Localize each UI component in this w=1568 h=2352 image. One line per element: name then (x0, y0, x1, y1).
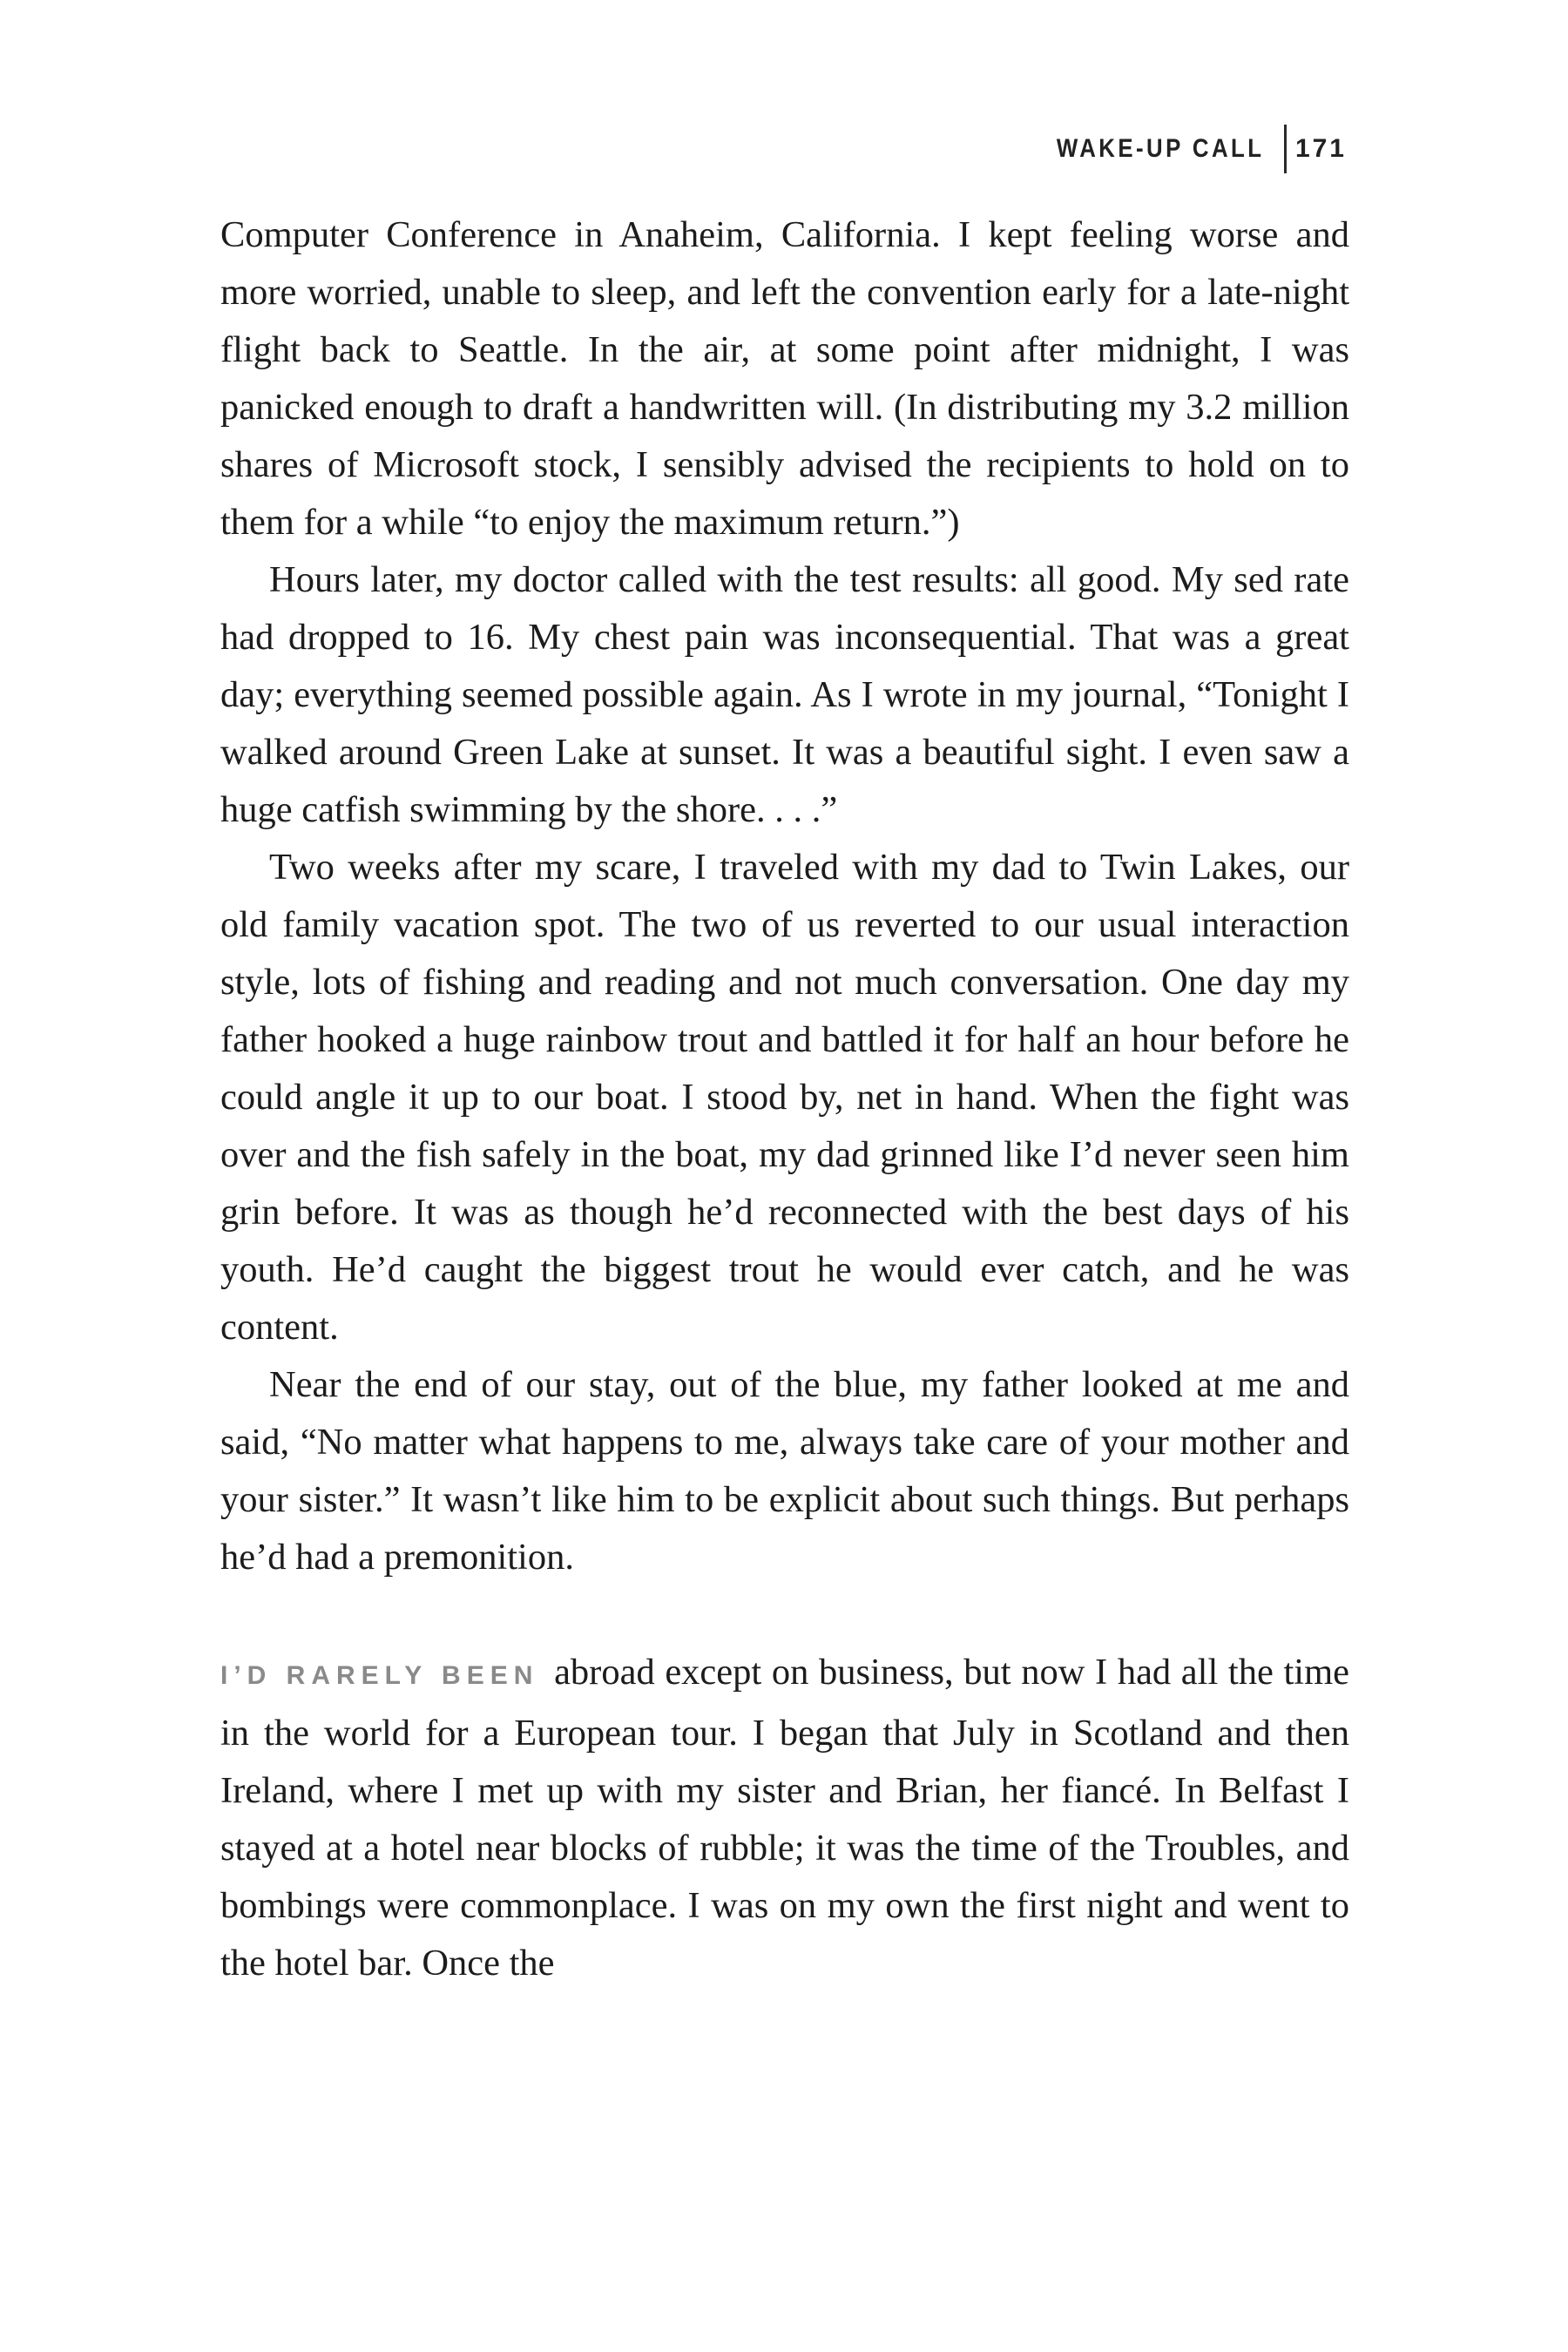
section-lead-in: I’D RARELY BEEN (220, 1661, 539, 1690)
paragraph-3: Two weeks after my scare, I traveled with my dad to Twin Lakes, our old family vacation spot. The two of us reverted to our usual interaction style, lots of fishing and reading and not much conversation. One day my father hooked a huge rainbow trout and battled it for half an hour before he could angle it up to our boat. I stood by, net in hand. When the fight was over and the fish safely in the boat, my dad grinned like I’d never seen him grin before. It was as though he’d reconnected with the best days of his youth. He’d caught the biggest trout he would ever catch, and he was content. (220, 847, 1349, 1348)
paragraph-2: Hours later, my doctor called with the test results: all good. My sed rate had dropped to 16. My chest pain was inconsequential. That was a great day; everything seemed possible again. As I wrote in my journal, “Tonight I walked around Green Lake at sunset. It was a beautiful sight. I even saw a huge catfish swimming by the shore. . . .” (220, 559, 1349, 830)
paragraph-1: Computer Conference in Anaheim, California. I kept feeling worse and more worried, unable to sleep, and left the convention early for a late-night flight back to Seattle. In the air, at some point after midnight, I was panicked enough to draft a handwritten will. (In distributing my 3.2 million shares of Microsoft stock, I sensibly advised the recipients to hold on to them for a while “to enjoy the maximum return.”) (220, 214, 1349, 543)
running-head-title: WAKE-UP CALL (1057, 134, 1265, 163)
running-head-divider (1284, 125, 1287, 173)
page-number: 171 (1294, 134, 1347, 163)
section-paragraph (220, 1644, 1349, 1992)
paragraph-4: Near the end of our stay, out of the blue, my father looked at me and said, “No matter what happens to me, always take care of your mother and your sister.” It wasn’t like him to be explicit about such things. But perhaps he’d had a premonition. (220, 1364, 1349, 1578)
body-text (220, 206, 1349, 1992)
running-head (1023, 125, 1347, 172)
section-text: abroad except on business, but now I had all the time in the world for a European tour. I began that July in Scotland and then Ireland, where I met up with my sister and Brian, her fiancé. In Belfast I stayed at a hotel near blocks of rubble; it was the time of the Troubles, and bombings were commonplace. I was on my own the first night and went to the hotel bar. Once the (220, 1652, 1350, 1984)
